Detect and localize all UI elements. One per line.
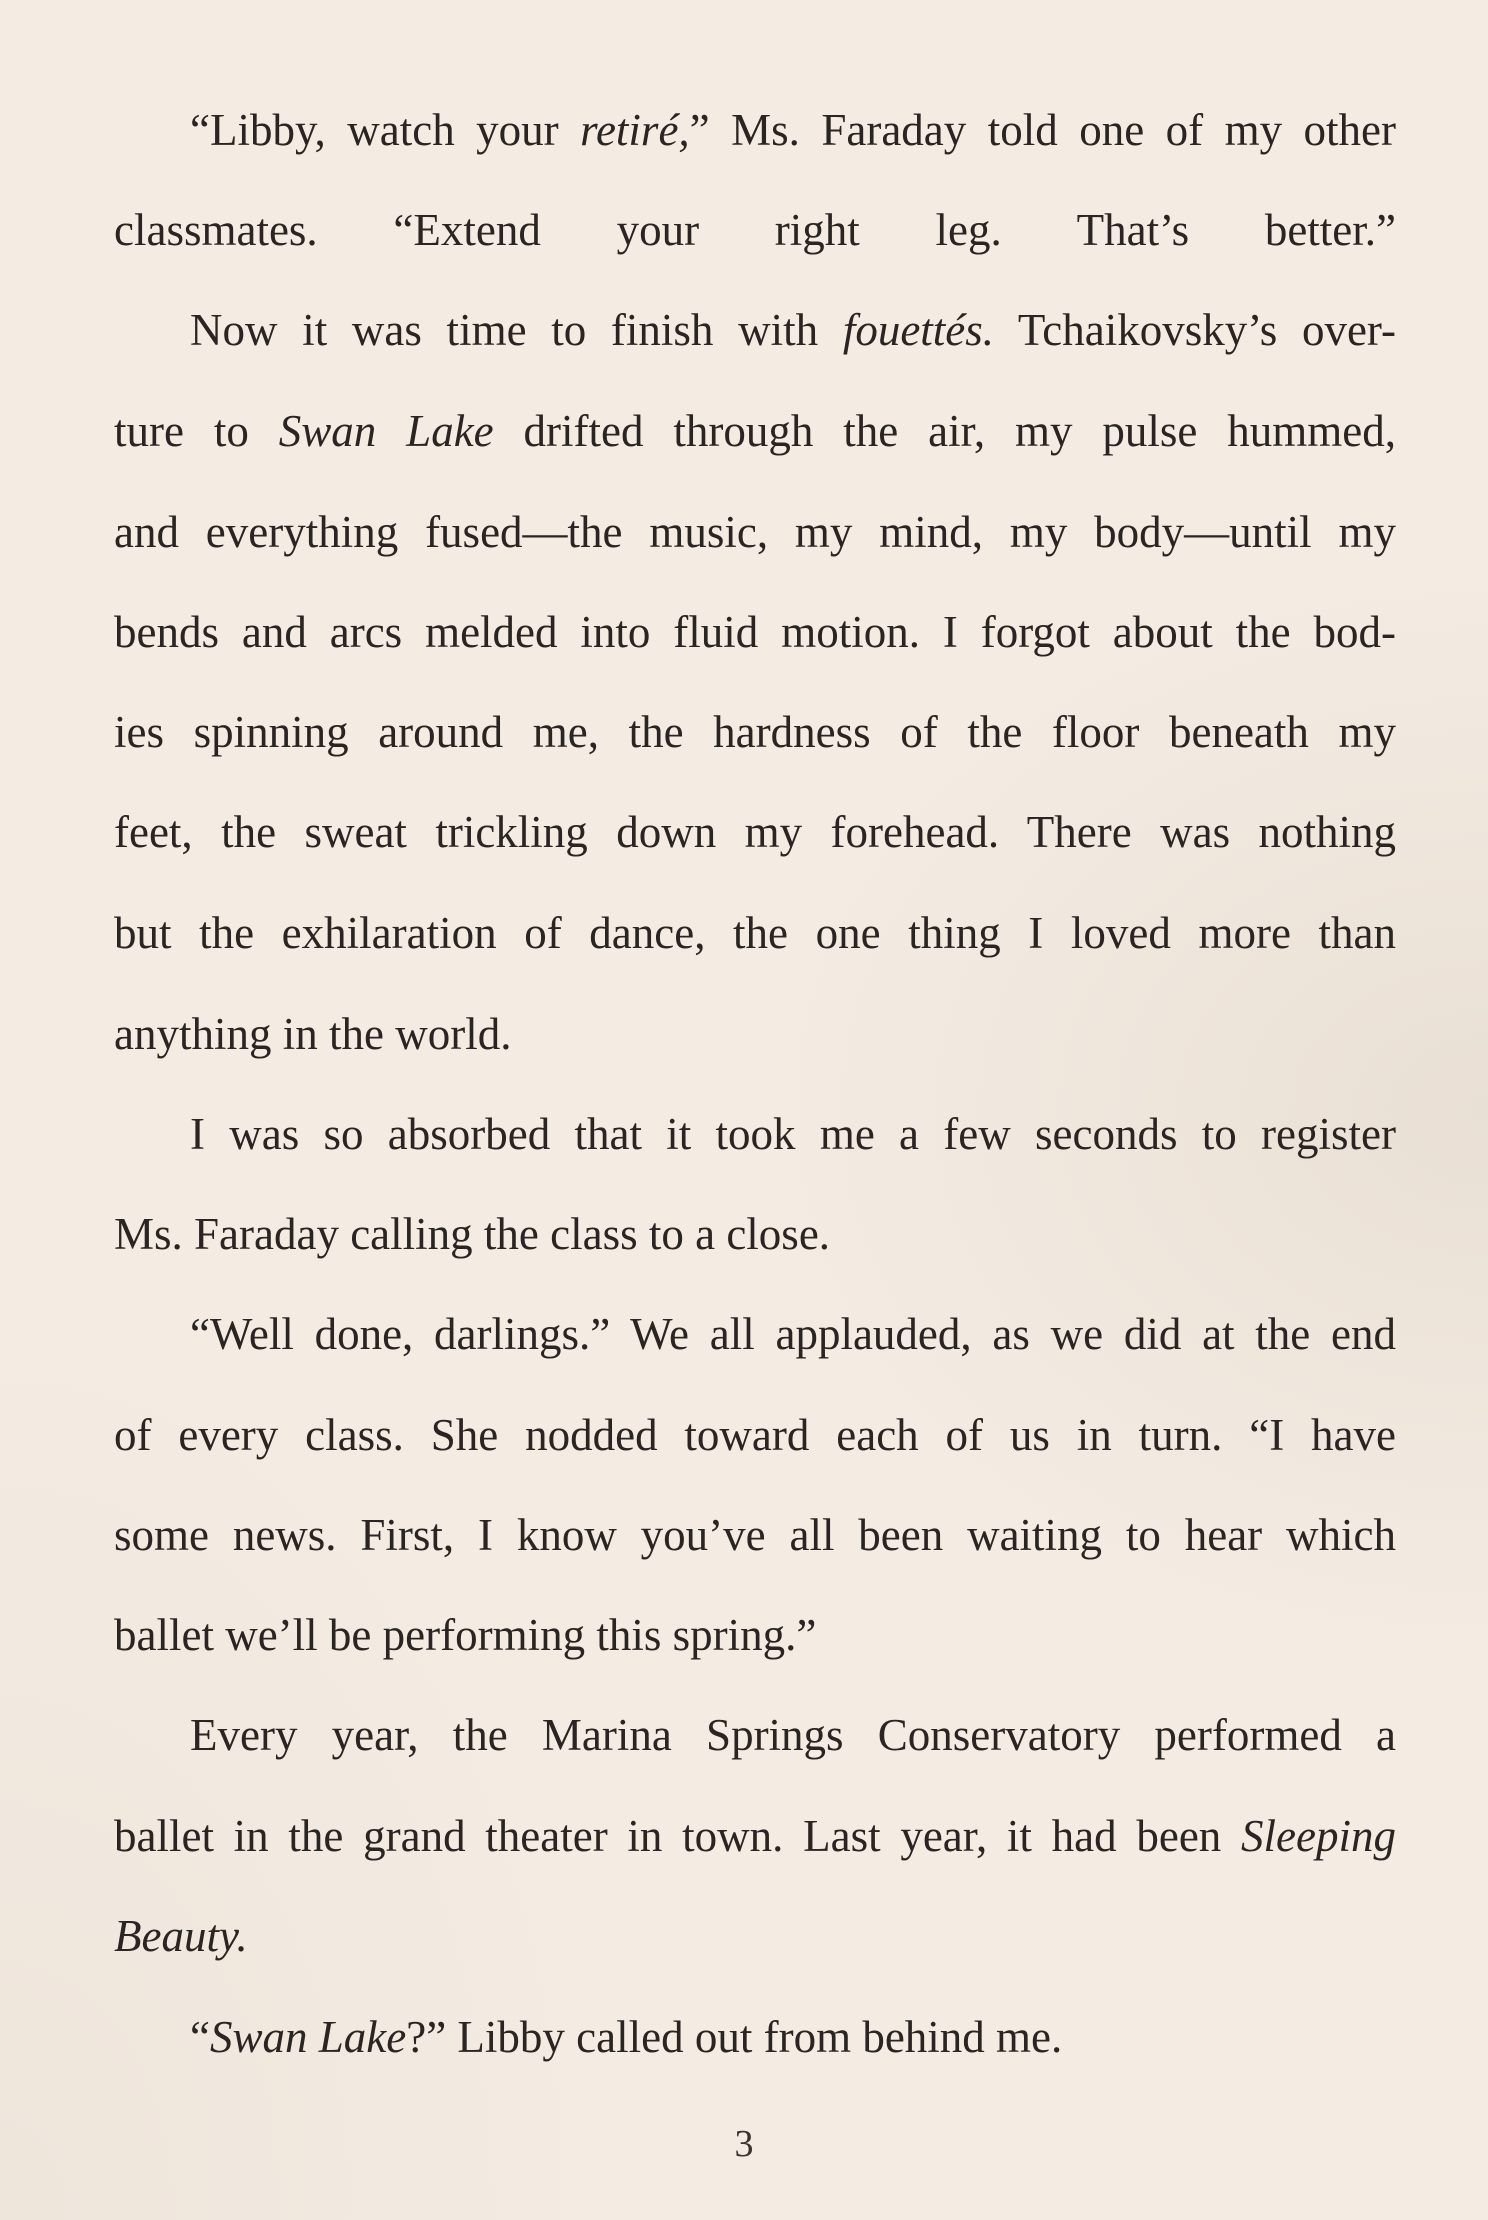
text-line bbox=[114, 1800, 1396, 1872]
text-run: I was so absorbed that it took me a few seconds to register bbox=[190, 1109, 1396, 1159]
text-run: but the exhilaration of dance, the one thing I loved more than bbox=[114, 908, 1396, 958]
text-run: Now it was time to finish with bbox=[190, 305, 843, 355]
text-run: Tchaikovsky’s over- bbox=[994, 305, 1396, 355]
text-line bbox=[114, 1900, 1396, 1972]
text-line bbox=[114, 998, 1396, 1070]
text-run: “Well done, darlings.” We all applauded, as we did at the end bbox=[190, 1309, 1396, 1359]
text-line bbox=[114, 496, 1396, 568]
text-run: of every class. She nodded toward each of us in turn. “I have bbox=[114, 1410, 1396, 1460]
text-run: ” Ms. Faraday told one of my other bbox=[689, 105, 1396, 155]
italic-text-run: Swan Lake bbox=[209, 2012, 407, 2062]
text-run: classmates. “Extend your right leg. That’s better.” bbox=[114, 205, 1396, 255]
text-run: ballet in the grand theater in town. Last year, it had been bbox=[114, 1811, 1242, 1861]
italic-text-run: fouettés. bbox=[842, 305, 995, 355]
text-run: “Libby, watch your bbox=[190, 105, 581, 155]
text-run: anything in the world. bbox=[114, 1009, 512, 1059]
text-line bbox=[114, 897, 1396, 969]
text-run: ballet we’ll be performing this spring.” bbox=[114, 1610, 817, 1660]
italic-text-run: Swan Lake bbox=[278, 406, 494, 456]
text-line bbox=[114, 1499, 1396, 1571]
text-line bbox=[114, 696, 1396, 768]
text-run: drifted through the air, my pulse hummed, bbox=[493, 406, 1396, 456]
italic-text-run: retiré, bbox=[580, 105, 690, 155]
text-line bbox=[114, 294, 1396, 366]
text-line bbox=[114, 796, 1396, 868]
text-line bbox=[114, 1699, 1396, 1771]
text-run: bends and arcs melded into fluid motion. I forgot about the bod- bbox=[114, 607, 1396, 657]
text-line bbox=[114, 1399, 1396, 1471]
text-line bbox=[114, 194, 1396, 266]
text-line bbox=[114, 596, 1396, 668]
text-line bbox=[114, 395, 1396, 467]
text-line bbox=[114, 1298, 1396, 1370]
text-run: ture to bbox=[114, 406, 279, 456]
text-run: ?” Libby called out from behind me. bbox=[406, 2012, 1063, 2062]
text-line bbox=[114, 1599, 1396, 1671]
italic-text-run: Sleeping bbox=[1241, 1811, 1396, 1861]
text-run: Every year, the Marina Springs Conservatory performed a bbox=[190, 1710, 1396, 1760]
text-line bbox=[114, 94, 1396, 166]
page-number: 3 bbox=[734, 2123, 754, 2165]
text-run: ies spinning around me, the hardness of the floor beneath my bbox=[114, 707, 1396, 757]
text-run: feet, the sweat trickling down my forehead. There was nothing bbox=[114, 807, 1396, 857]
text-line bbox=[114, 1098, 1396, 1170]
text-run: some news. First, I know you’ve all been waiting to hear which bbox=[114, 1510, 1396, 1560]
italic-text-run: Beauty. bbox=[114, 1911, 248, 1961]
text-run: “ bbox=[190, 2012, 210, 2062]
text-line bbox=[114, 2001, 1396, 2073]
text-run: Ms. Faraday calling the class to a close. bbox=[114, 1209, 831, 1259]
text-run: and everything fused—the music, my mind, my body—until my bbox=[114, 507, 1396, 557]
text-line bbox=[114, 1198, 1396, 1270]
